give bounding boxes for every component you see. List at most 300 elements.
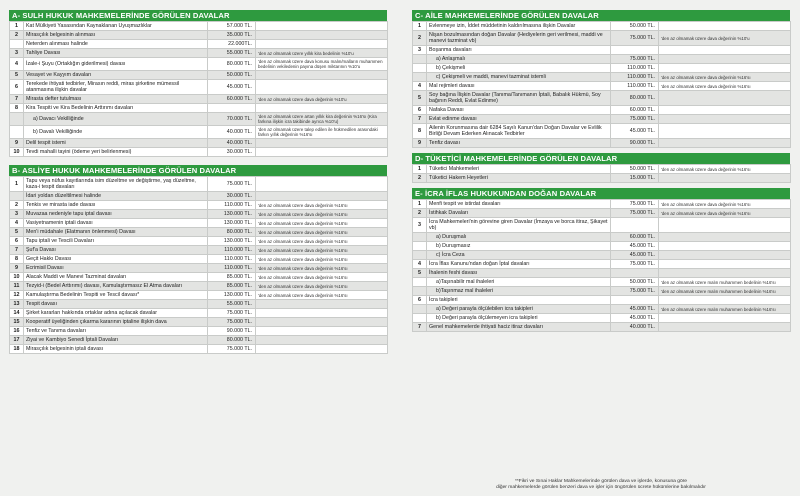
fee-note <box>659 242 791 251</box>
section-d <box>412 153 790 183</box>
fee-amount: 50.000 TL. <box>611 165 659 174</box>
fee-amount: 50.000 TL. <box>611 278 659 287</box>
footnote-line-1: **Fikri ve Sınai Haklar Mahkemelerinde görülen dava ve işlerde, konusuna göre <box>514 479 688 484</box>
table-row <box>413 242 791 251</box>
case-type: Mal rejimleri davası <box>427 82 611 91</box>
row-number: 5 <box>10 228 24 237</box>
case-type: Nişan bozulmasından doğan Davalar (Hediyelerin geri verilmesi, maddi ve manevi tazminat vb) <box>427 31 611 46</box>
table-row <box>413 31 791 46</box>
row-number <box>413 314 427 323</box>
fee-note <box>659 91 791 106</box>
fee-amount: 15.000 TL. <box>611 174 659 183</box>
fee-amount: 75.000 TL. <box>611 31 659 46</box>
fee-amount: 90.000 TL. <box>611 139 659 148</box>
row-number <box>413 242 427 251</box>
case-type: Mirasta defter tutulması <box>24 95 208 104</box>
table-row <box>413 55 791 64</box>
fee-amount: 110.000 TL. <box>611 64 659 73</box>
table-row <box>10 22 388 31</box>
fee-amount: 40.000 TL. <box>611 323 659 332</box>
section-e-title: E- İCRA İFLAS HUKUKUNDAN DOĞAN DAVALAR <box>412 188 790 199</box>
fee-amount: 55.000 TL. <box>208 49 256 58</box>
case-type: Tüketici Hakem Heyetleri <box>427 174 611 183</box>
case-type: Ziyai ve Kambiyo Senedi İptali Davaları <box>24 336 208 345</box>
row-number <box>10 126 24 139</box>
row-number: 4 <box>10 58 24 71</box>
fee-amount: 75.000 TL. <box>611 55 659 64</box>
row-number: 6 <box>10 80 24 95</box>
fee-note <box>256 336 388 345</box>
row-number <box>10 113 24 126</box>
row-number: 17 <box>10 336 24 345</box>
fee-amount <box>611 296 659 305</box>
row-number <box>413 305 427 314</box>
row-number: 3 <box>413 46 427 55</box>
row-number: 2 <box>413 174 427 183</box>
table-row <box>10 201 388 210</box>
row-number: 10 <box>10 273 24 282</box>
row-number: 1 <box>413 165 427 174</box>
table-row <box>10 228 388 237</box>
fee-note: 'den az olmamak üzere dava değerinin %16'sı <box>256 237 388 246</box>
fee-amount: 75.000 TL. <box>208 318 256 327</box>
table-row <box>10 80 388 95</box>
fee-amount: 75.000 TL. <box>611 209 659 218</box>
fee-note: 'den az olmamak üzere dava değerinin %16'sı <box>659 165 791 174</box>
row-number <box>413 251 427 260</box>
case-type: Kooperatif üyeliğinden çıkarma kararının iptaline ilişkin dava <box>24 318 208 327</box>
fee-amount: 22.000TL. <box>208 40 256 49</box>
fee-note <box>659 55 791 64</box>
row-number: 6 <box>413 106 427 115</box>
case-type: Tenfiz davası <box>427 139 611 148</box>
fee-table <box>412 164 791 183</box>
fee-note <box>659 314 791 323</box>
table-row <box>10 246 388 255</box>
fee-amount: 55.000 TL. <box>208 300 256 309</box>
case-type: İhalenin feshi davası <box>427 269 611 278</box>
row-number: 11 <box>10 282 24 291</box>
fee-note: 'den az olmamak üzere dava değerinin %16'sı <box>659 73 791 82</box>
case-type: Tenkis ve mirasta iade davası <box>24 201 208 210</box>
fee-note <box>659 218 791 233</box>
table-row <box>413 82 791 91</box>
fee-amount: 57.000 TL. <box>208 22 256 31</box>
fee-note: 'den az olmamak üzere dava değerinin %16'sı <box>256 246 388 255</box>
row-number: 5 <box>10 71 24 80</box>
fee-note <box>659 115 791 124</box>
fee-amount <box>208 104 256 113</box>
table-row <box>10 210 388 219</box>
fee-amount: 30.000 TL. <box>208 192 256 201</box>
table-row <box>413 278 791 287</box>
fee-amount: 45.000 TL. <box>611 124 659 139</box>
table-row <box>413 209 791 218</box>
case-type: a) Değeri parayla ölçülebilen icra takipleri <box>427 305 611 314</box>
table-row <box>10 71 388 80</box>
fee-amount: 80.000 TL. <box>611 91 659 106</box>
fee-note <box>659 174 791 183</box>
fee-table <box>9 21 388 157</box>
row-number <box>413 73 427 82</box>
fee-amount: 130.000 TL. <box>208 210 256 219</box>
row-number: 15 <box>10 318 24 327</box>
fee-note: 'den az olmamak üzere dava değerinin %10'u <box>659 31 791 46</box>
row-number: 9 <box>413 139 427 148</box>
case-type: a) Anlaşmalı <box>427 55 611 64</box>
table-row <box>10 49 388 58</box>
row-number: 1 <box>413 200 427 209</box>
row-number: 1 <box>10 177 24 192</box>
footnote-line-2: diğer mahkemelerde görülen benzeri dava ve işler için öngörülen ücrete hükümlerine bakılmalıdır <box>496 485 706 490</box>
table-row <box>413 218 791 233</box>
case-type: a)Taşınabilir mal ihaleleri <box>427 278 611 287</box>
case-type: a) Duruşmalı <box>427 233 611 242</box>
fee-amount: 110.000 TL. <box>611 82 659 91</box>
fee-note: 'den az olmamak üzere malın muhammen bedelinin %16'sı <box>659 278 791 287</box>
table-row <box>413 124 791 139</box>
row-number <box>10 192 24 201</box>
fee-note <box>659 22 791 31</box>
row-number: 1 <box>10 22 24 31</box>
fee-note: 'den az olmamak üzere dava değerinin %16'sı <box>659 209 791 218</box>
row-number: 7 <box>10 246 24 255</box>
fee-amount: 75.000 TL. <box>611 200 659 209</box>
case-type: Geçit Hakkı Davası <box>24 255 208 264</box>
fee-amount: 75.000 TL. <box>611 115 659 124</box>
table-row <box>413 323 791 332</box>
table-row <box>10 31 388 40</box>
left-column <box>9 10 387 359</box>
case-type: c) Çekişmeli ve maddi, manevi tazminat istemli <box>427 73 611 82</box>
fee-amount: 45.000 TL. <box>611 242 659 251</box>
case-type: İstihkak Davaları <box>427 209 611 218</box>
fee-note <box>256 300 388 309</box>
row-number: 4 <box>413 260 427 269</box>
table-row <box>413 200 791 209</box>
case-type: Muvazaa nedeniyle tapu iptal davası <box>24 210 208 219</box>
fee-note <box>659 124 791 139</box>
table-row <box>10 264 388 273</box>
fee-amount: 45.000 TL. <box>208 80 256 95</box>
case-type: Nafaka Davası <box>427 106 611 115</box>
fee-amount: 110.000 TL. <box>208 201 256 210</box>
fee-amount: 110.000 TL. <box>208 246 256 255</box>
row-number <box>413 55 427 64</box>
fee-amount: 130.000 TL. <box>208 237 256 246</box>
fee-note: 'den az olmamak üzere malın muhammen bedelinin %16'sı <box>659 287 791 296</box>
fee-amount: 130.000 TL. <box>208 219 256 228</box>
fee-amount: 60.000 TL. <box>611 233 659 242</box>
section-b <box>9 165 387 354</box>
case-type: Neterden alınması halinde <box>24 40 208 49</box>
fee-amount: 30.000 TL. <box>208 148 256 157</box>
case-type: İcra takipleri <box>427 296 611 305</box>
fee-amount: 70.000 TL. <box>208 113 256 126</box>
fee-note <box>256 139 388 148</box>
fee-amount <box>611 46 659 55</box>
case-type: Kat Mülkiyeti Yasasından Kaynaklanan Uyuşmazlıklar <box>24 22 208 31</box>
case-type: İcra İflas Kanunu'ndan doğan İptal davaları <box>427 260 611 269</box>
row-number <box>413 233 427 242</box>
table-row <box>10 95 388 104</box>
table-row <box>413 260 791 269</box>
row-number: 12 <box>10 291 24 300</box>
fee-amount: 75.000 TL. <box>208 345 256 354</box>
row-number <box>10 40 24 49</box>
fee-note <box>659 106 791 115</box>
fee-note <box>256 345 388 354</box>
case-type: b) Duruşmasız <box>427 242 611 251</box>
fee-note <box>659 46 791 55</box>
table-row <box>10 177 388 192</box>
fee-amount: 60.000 TL. <box>611 106 659 115</box>
fee-amount: 40.000 TL. <box>208 126 256 139</box>
table-row <box>413 91 791 106</box>
table-row <box>413 296 791 305</box>
case-type: Tevdi mahalli tayini (ödeme yeri belirlenmesi) <box>24 148 208 157</box>
table-row <box>10 192 388 201</box>
case-type: Tapu veya nüfus kayıtlarında isim düzeltme ve değiştirme, yaş düzeltme, kaza-i tespit davaları <box>24 177 208 192</box>
fee-note <box>256 104 388 113</box>
fee-note: 'den az olmamak üzere dava değerinin %16'sı <box>256 219 388 228</box>
table-row <box>413 64 791 73</box>
fee-amount: 75.000 TL. <box>208 177 256 192</box>
table-row <box>10 58 388 71</box>
case-type: Ailenin Korunmasına dair 6284 Sayılı Kanun'dan Doğan Davalar ve Evlilik Birliği Devam Ederken Alınacak Tedbirler <box>427 124 611 139</box>
row-number <box>413 64 427 73</box>
row-number: 6 <box>413 296 427 305</box>
table-row <box>413 139 791 148</box>
fee-amount: 110.000 TL. <box>208 264 256 273</box>
table-row <box>413 233 791 242</box>
fee-amount: 50.000 TL. <box>208 71 256 80</box>
row-number: 7 <box>413 115 427 124</box>
row-number: 6 <box>10 237 24 246</box>
table-row <box>10 336 388 345</box>
table-row <box>10 255 388 264</box>
fee-note <box>659 64 791 73</box>
fee-note: 'den az olmamak üzere dava değerinin %16'sı <box>659 82 791 91</box>
table-row <box>413 305 791 314</box>
row-number: 3 <box>10 49 24 58</box>
fee-table <box>412 21 791 148</box>
fee-note: 'den az olmamak üzere dava değerinin %10'u <box>256 95 388 104</box>
table-row <box>413 251 791 260</box>
fee-note <box>659 296 791 305</box>
row-number: 16 <box>10 327 24 336</box>
case-type: Kira Tespiti ve Kira Bedelinin Arttırımı davaları <box>24 104 208 113</box>
table-row <box>413 174 791 183</box>
case-type: Mirasçılık belgesinin iptali davası <box>24 345 208 354</box>
case-type: Mirasçılık belgesinin alınması <box>24 31 208 40</box>
row-number: 8 <box>10 255 24 264</box>
row-number: 8 <box>413 124 427 139</box>
fee-amount: 50.000 TL. <box>611 22 659 31</box>
table-row <box>10 327 388 336</box>
fee-note <box>256 192 388 201</box>
case-type: Tespit davası <box>24 300 208 309</box>
row-number: 1 <box>413 22 427 31</box>
row-number: 14 <box>10 309 24 318</box>
table-row <box>10 126 388 139</box>
case-type: Tenfiz ve Tanıma davaları <box>24 327 208 336</box>
table-row <box>10 300 388 309</box>
section-a-title: A- SULH HUKUK MAHKEMELERİNDE GÖRÜLEN DAVALAR <box>9 10 387 21</box>
row-number: 5 <box>413 91 427 106</box>
fee-note: 'den az olmamak üzere talep edilen ile hükmedilen arasındaki farkın yıllık değerinin %16'sı <box>256 126 388 139</box>
case-type: Evlat edinme davası <box>427 115 611 124</box>
fee-note <box>256 177 388 192</box>
case-type: İcra Mahkemeleri'nin görevine giren Davalar (İmzaya ve borca itiraz, Şikayet vb) <box>427 218 611 233</box>
table-row <box>413 106 791 115</box>
fee-amount: 80.000 TL. <box>208 58 256 71</box>
section-d-title: D- TÜKETİCİ MAHKEMELERİNDE GÖRÜLEN DAVALAR <box>412 153 790 164</box>
fee-note <box>256 318 388 327</box>
fee-amount: 40.000 TL. <box>208 139 256 148</box>
case-type: Tahliye Davası <box>24 49 208 58</box>
fee-amount: 75.000 TL. <box>611 260 659 269</box>
case-type: Tapu iptali ve Tescili Davaları <box>24 237 208 246</box>
fee-note: 'den az olmamak üzere dava değerinin %16'sı <box>256 210 388 219</box>
case-type: İzale-i Şuyu (Ortaklığın giderilmesi) davası <box>24 58 208 71</box>
table-row <box>10 282 388 291</box>
table-row <box>413 314 791 323</box>
table-row <box>413 269 791 278</box>
row-number: 2 <box>413 209 427 218</box>
table-row <box>10 104 388 113</box>
case-type: a) Davacı Vekilliğinde <box>24 113 208 126</box>
row-number: 13 <box>10 300 24 309</box>
case-type: b) Çekişmeli <box>427 64 611 73</box>
table-row <box>10 291 388 300</box>
case-type: Ecrimisil Davası <box>24 264 208 273</box>
row-number: 3 <box>10 210 24 219</box>
fee-note: 'den az olmamak üzere dava değerinin %16'sı <box>659 200 791 209</box>
case-type: Terekede ihtiyati tedbirler, Mirasın reddi, miras şirketine mümessil atanmasına ilişkin davalar <box>24 80 208 95</box>
fee-amount: 35.000 TL. <box>208 31 256 40</box>
case-type: Kamulaştırma Bedelinin Tespiti ve Tescil davası* <box>24 291 208 300</box>
fee-amount: 85.000 TL. <box>208 282 256 291</box>
fee-amount: 75.000 TL. <box>208 309 256 318</box>
case-type: Şuf'a Davası <box>24 246 208 255</box>
case-type: Vasiyetnamenin iptali davası <box>24 219 208 228</box>
row-number: 9 <box>10 139 24 148</box>
fee-note <box>659 323 791 332</box>
fee-note: 'den az olmamak üzere malın muhammen bedelinin %16'sı <box>659 305 791 314</box>
row-number <box>413 278 427 287</box>
fee-amount: 80.000 TL. <box>208 336 256 345</box>
fee-note <box>659 139 791 148</box>
fee-note: 'den az olmamak üzere dava değerinin %16'sı <box>256 201 388 210</box>
fee-amount: 45.000 TL. <box>611 305 659 314</box>
fee-note <box>256 22 388 31</box>
fee-note <box>256 148 388 157</box>
fee-note <box>659 260 791 269</box>
fee-note <box>256 71 388 80</box>
case-type: c) İcra Ceza <box>427 251 611 260</box>
case-type: Soy bağına İlişkin Davalar (Tanıma/Tanımanın İptali, Babalık Hükmü, Soy bağının Reddi, Evlat Edinme) <box>427 91 611 106</box>
case-type: b)Taşınmaz mal ihaleleri <box>427 287 611 296</box>
row-number: 3 <box>413 218 427 233</box>
case-type: Şirket kararları hakkında ortaklar adına açılacak davalar <box>24 309 208 318</box>
fee-note <box>659 269 791 278</box>
case-type: Evlenmeye izin, İddet müddetinin kaldırılmasına ilişkin Davalar <box>427 22 611 31</box>
fee-amount: 45.000 TL. <box>611 314 659 323</box>
fee-amount: 85.000 TL. <box>208 273 256 282</box>
section-c-title: C- AİLE MAHKEMELERİNDE GÖRÜLEN DAVALAR <box>412 10 790 21</box>
fee-note <box>256 31 388 40</box>
row-number: 7 <box>10 95 24 104</box>
fee-amount: 80.000 TL. <box>208 228 256 237</box>
row-number: 18 <box>10 345 24 354</box>
table-row <box>10 237 388 246</box>
fee-note: 'den az olmamak üzere dava değerinin %16'sı <box>256 282 388 291</box>
fee-note: 'den az olmamak üzere dava değerinin %16'sı <box>256 291 388 300</box>
table-row <box>10 113 388 126</box>
table-row <box>10 219 388 228</box>
fee-amount: 45.000 TL. <box>611 251 659 260</box>
fee-note <box>256 80 388 95</box>
table-row <box>10 40 388 49</box>
section-b-title: B- ASLİYE HUKUK MAHKEMELERİNDE GÖRÜLEN DAVALAR <box>9 165 387 176</box>
case-type: Men'i müdahale (Elatmanın önlenmesi) Davası <box>24 228 208 237</box>
row-number: 4 <box>10 219 24 228</box>
table-row <box>413 22 791 31</box>
case-type: Tezyid-i (Bedel Arttırımı) davası, Kamulaştırmasız El Atma davaları <box>24 282 208 291</box>
fee-amount: 130.000 TL. <box>208 291 256 300</box>
fee-amount: 90.000 TL. <box>208 327 256 336</box>
fee-amount: 75.000 TL. <box>611 287 659 296</box>
fee-table <box>9 176 388 354</box>
fee-note: 'den az olmamak üzere dava değerinin %16'sı <box>256 273 388 282</box>
fee-amount: 60.000 TL. <box>208 95 256 104</box>
table-row <box>413 46 791 55</box>
case-type: Alacak Maddi ve Manevi Tazminat davaları <box>24 273 208 282</box>
row-number: 2 <box>10 201 24 210</box>
fee-amount <box>611 269 659 278</box>
table-row <box>10 309 388 318</box>
case-type: Vesayet ve Kayyım davaları <box>24 71 208 80</box>
section-c <box>412 10 790 148</box>
fee-note <box>659 251 791 260</box>
case-type: b) Davalı Vekilliğinde <box>24 126 208 139</box>
row-number: 2 <box>413 31 427 46</box>
footnote <box>412 479 790 491</box>
row-number: 2 <box>10 31 24 40</box>
fee-amount <box>611 218 659 233</box>
case-type: Boşanma davaları <box>427 46 611 55</box>
table-row <box>10 345 388 354</box>
case-type: Genel mahkemelerde ihtiyati haciz itiraz davaları <box>427 323 611 332</box>
fee-table <box>412 199 791 332</box>
fee-note: 'den az olmamak üzere dava değerinin %16'sı <box>256 228 388 237</box>
table-row <box>413 165 791 174</box>
table-row <box>10 273 388 282</box>
fee-note: 'den az olmamak üzere dava değerinin %16'sı <box>256 264 388 273</box>
row-number: 4 <box>413 82 427 91</box>
fee-note: 'den az olmamak üzere dava konusu malın/malların muhammen bedelinin vekiledenin payına düşen miktarının %10'u <box>256 58 388 71</box>
row-number <box>413 287 427 296</box>
table-row <box>413 73 791 82</box>
table-row <box>413 287 791 296</box>
fee-note <box>256 327 388 336</box>
row-number: 9 <box>10 264 24 273</box>
case-type: b) Değeri parayla ölçülemeyen icra takipleri <box>427 314 611 323</box>
case-type: Delil tespit istemi <box>24 139 208 148</box>
case-type: İdari yoldan düzeltilmesi halinde <box>24 192 208 201</box>
right-column <box>412 10 790 337</box>
